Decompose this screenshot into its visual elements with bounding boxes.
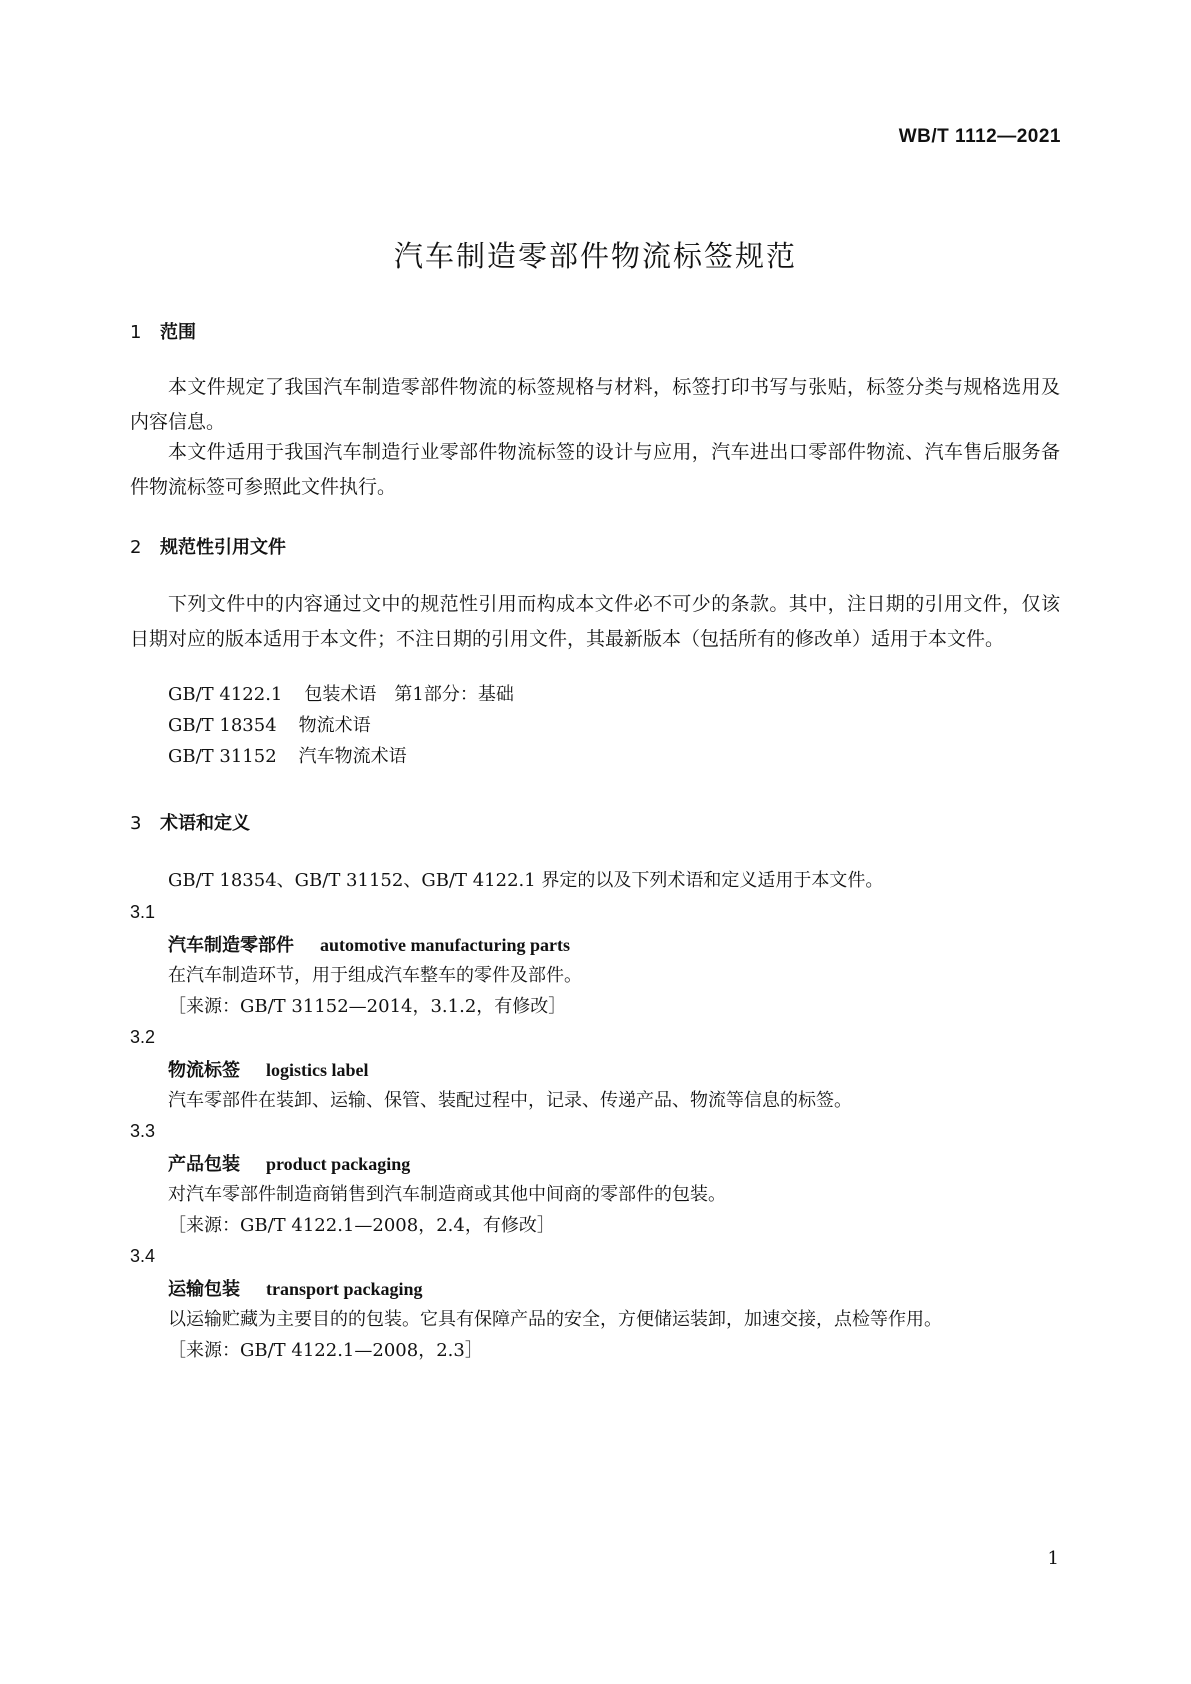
reference-item (168, 742, 407, 772)
page-number: 1 (1047, 1548, 1059, 1569)
document-title: 汽车制造零部件物流标签规范 (393, 239, 797, 273)
term-definition: 对汽车零部件制造商销售到汽车制造商或其他中间商的零部件的包装。 (168, 1184, 726, 1205)
term-zh: 汽车制造零部件 (168, 935, 294, 956)
term-entry (168, 931, 570, 957)
term-definition: 汽车零部件在装卸、运输、保管、装配过程中，记录、传递产品、物流等信息的标签。 (168, 1090, 852, 1111)
term-source: ［来源：GB/T 31152—2014，3.1.2，有修改］ (168, 996, 567, 1017)
section-title: 规范性引用文件 (160, 537, 286, 558)
clause-number: 3.1 (130, 902, 156, 922)
clause-number: 3.4 (130, 1246, 156, 1266)
clause-number: 3.2 (130, 1027, 156, 1047)
term-en: automotive manufacturing parts (320, 935, 570, 955)
section-1-paragraph-1: 本文件规定了我国汽车制造零部件物流的标签规格与材料，标签打印书写与张贴，标签分类与规格选用及内容信息。 (130, 376, 1060, 433)
standard-code: WB/T 1112—2021 (898, 126, 1061, 147)
reference-code: GB/T 4122.1 (168, 684, 283, 705)
section-number: 1 (130, 322, 142, 343)
term-entry (168, 1150, 410, 1176)
term-definition: 在汽车制造环节，用于组成汽车整车的零件及部件。 (168, 965, 582, 986)
section-3-intro: GB/T 18354、GB/T 31152、GB/T 4122.1 界定的以及下列术语和定义适用于本文件。 (168, 870, 884, 891)
term-zh: 产品包装 (168, 1154, 240, 1175)
reference-item (168, 711, 371, 741)
section-1-heading (130, 318, 1060, 344)
reference-name: 物流术语 (298, 715, 371, 736)
term-source: ［来源：GB/T 4122.1—2008，2.3］ (168, 1340, 483, 1361)
reference-code: GB/T 31152 (168, 746, 277, 767)
term-zh: 运输包装 (168, 1279, 240, 1300)
reference-name: 包装术语 第1部分：基础 (304, 684, 514, 705)
term-definition: 以运输贮藏为主要目的的包装。它具有保障产品的安全，方便储运装卸，加速交接，点检等作用。 (168, 1309, 942, 1330)
reference-code: GB/T 18354 (168, 715, 277, 736)
reference-item (168, 680, 514, 710)
section-number: 2 (130, 537, 142, 558)
section-3-heading (130, 809, 1060, 835)
section-1-paragraph-2: 本文件适用于我国汽车制造行业零部件物流标签的设计与应用，汽车进出口零部件物流、汽车售后服务备件物流标签可参照此文件执行。 (130, 441, 1060, 498)
term-entry (168, 1056, 369, 1082)
section-number: 3 (130, 813, 142, 834)
section-2-heading (130, 533, 1060, 559)
reference-name: 汽车物流术语 (298, 746, 407, 767)
term-en: product packaging (266, 1154, 411, 1174)
term-entry (168, 1275, 423, 1301)
section-title: 范围 (160, 322, 196, 343)
term-en: logistics label (266, 1060, 369, 1080)
section-2-paragraph-1: 下列文件中的内容通过文中的规范性引用而构成本文件必不可少的条款。其中，注日期的引用文件，仅该日期对应的版本适用于本文件；不注日期的引用文件，其最新版本（包括所有的修改单）适用于本文件。 (130, 593, 1060, 650)
term-source: ［来源：GB/T 4122.1—2008，2.4，有修改］ (168, 1215, 555, 1236)
clause-number: 3.3 (130, 1121, 156, 1141)
section-title: 术语和定义 (160, 813, 250, 834)
term-en: transport packaging (266, 1279, 423, 1299)
term-zh: 物流标签 (168, 1060, 240, 1081)
